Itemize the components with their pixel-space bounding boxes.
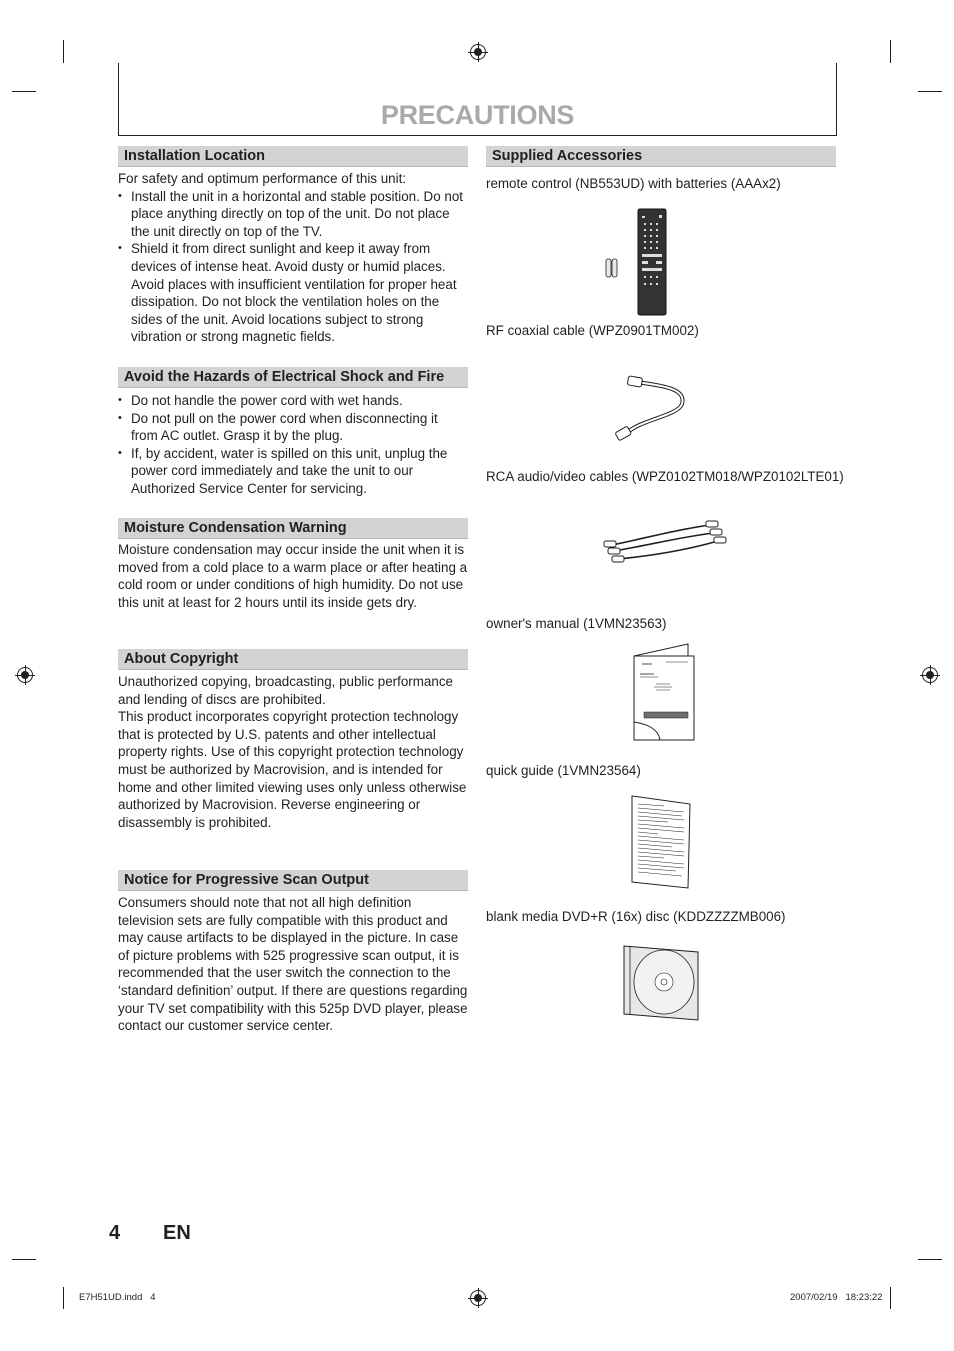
moisture-text: Moisture condensation may occur inside the unit when it is moved from a cold place to a warm place or after heating a cold room or under conditions of high humidity. Do not use this unit at least for 2 hours until its inside gets dry. [118,542,468,610]
dvd-disc-icon [620,942,702,1024]
crop-mark [63,40,64,63]
crop-mark [12,91,36,92]
installation-intro: For safety and optimum performance of this unit: [118,171,407,186]
list-item: • Shield it from direct sunlight and keep it away from devices of intense heat. Avoid dusty or humid places. Avoid places with insufficient ventilation for proper heat dissipation. Do not block the ventilation holes on the sides of the unit. Avoid locations subject to strong vibration or strong magnetic fields. [118,240,468,346]
list-item: • Do not handle the power cord with wet hands. [118,392,468,410]
crop-mark [918,1259,942,1260]
page-title: PRECAUTIONS [380,100,575,130]
footer-file: E7H51UD.indd 4 [79,1292,156,1303]
owners-manual-icon [630,642,698,744]
progressive-heading: Notice for Progressive Scan Output [118,870,468,891]
crop-mark [12,1259,36,1260]
registration-mark-icon [470,44,486,60]
remote-control-icon [600,206,672,318]
title-frame [118,63,837,136]
accessory-label-quick-guide: quick guide (1VMN23564) [486,763,641,778]
coaxial-cable-icon [608,372,690,444]
installation-heading: Installation Location [118,146,468,167]
copyright-heading: About Copyright [118,649,468,670]
page-number: 4 [109,1222,121,1244]
copyright-text-1: Unauthorized copying, broadcasting, public performance and lending of discs are prohibited. [118,674,453,707]
copyright-body [118,673,468,831]
progressive-text: Consumers should note that not all high definition television sets are fully compatible with this product and may cause artifacts to be displayed in the picture. In case of picture problems with 525 progressive scan output, it is recommended that the user switch the connection to the ‘standard definition’ output. If there are questions regarding your TV set compatibility with this 525p DVD player, please contact our customer service center. [118,895,468,1034]
list-item: • Install the unit in a horizontal and stable position. Do not place anything directly on top of the unit. Do not place the unit directly on top of the TV. [118,188,468,241]
registration-mark-icon [470,1290,486,1306]
footer-date: 2007/02/19 18:23:22 [790,1292,883,1303]
crop-mark [890,1287,891,1309]
crop-mark [63,1287,64,1309]
rca-cables-icon [600,515,732,567]
moisture-heading: Moisture Condensation Warning [118,518,468,539]
accessory-label-disc: blank media DVD+R (16x) disc (KDDZZZZMB006) [486,909,786,924]
accessory-label-remote: remote control (NB553UD) with batteries (AAAx2) [486,176,781,191]
accessory-label-coaxial: RF coaxial cable (WPZ0901TM002) [486,323,699,338]
copyright-text-2: This product incorporates copyright protection technology that is protected by U.S. patents and other intellectual property rights. Use of this copyright protection technology must be authorized by Macrovision, and is intended for home and other limited viewing uses only unless otherwise authorized by Macrovision. Reverse engineering or disassembly is prohibited. [118,709,467,830]
progressive-body [118,894,468,1035]
list-item: • If, by accident, water is spilled on this unit, unplug the power cord immediately and take the unit to our Authorized Service Center for servicing. [118,445,468,498]
quick-guide-icon [628,794,694,890]
accessory-label-manual: owner's manual (1VMN23563) [486,616,667,631]
accessories-heading: Supplied Accessories [486,146,836,167]
registration-mark-icon [922,667,938,683]
moisture-body [118,541,468,611]
hazards-heading: Avoid the Hazards of Electrical Shock and Fire [118,367,468,388]
crop-mark [918,91,942,92]
installation-body [118,170,468,346]
list-item: • Do not pull on the power cord when disconnecting it from AC outlet. Grasp it by the plug. [118,410,468,445]
hazards-body [118,392,468,498]
crop-mark [890,40,891,63]
page-language: EN [163,1222,191,1244]
registration-mark-icon [17,667,33,683]
accessory-label-rca: RCA audio/video cables (WPZ0102TM018/WPZ0102LTE01) [486,469,844,484]
